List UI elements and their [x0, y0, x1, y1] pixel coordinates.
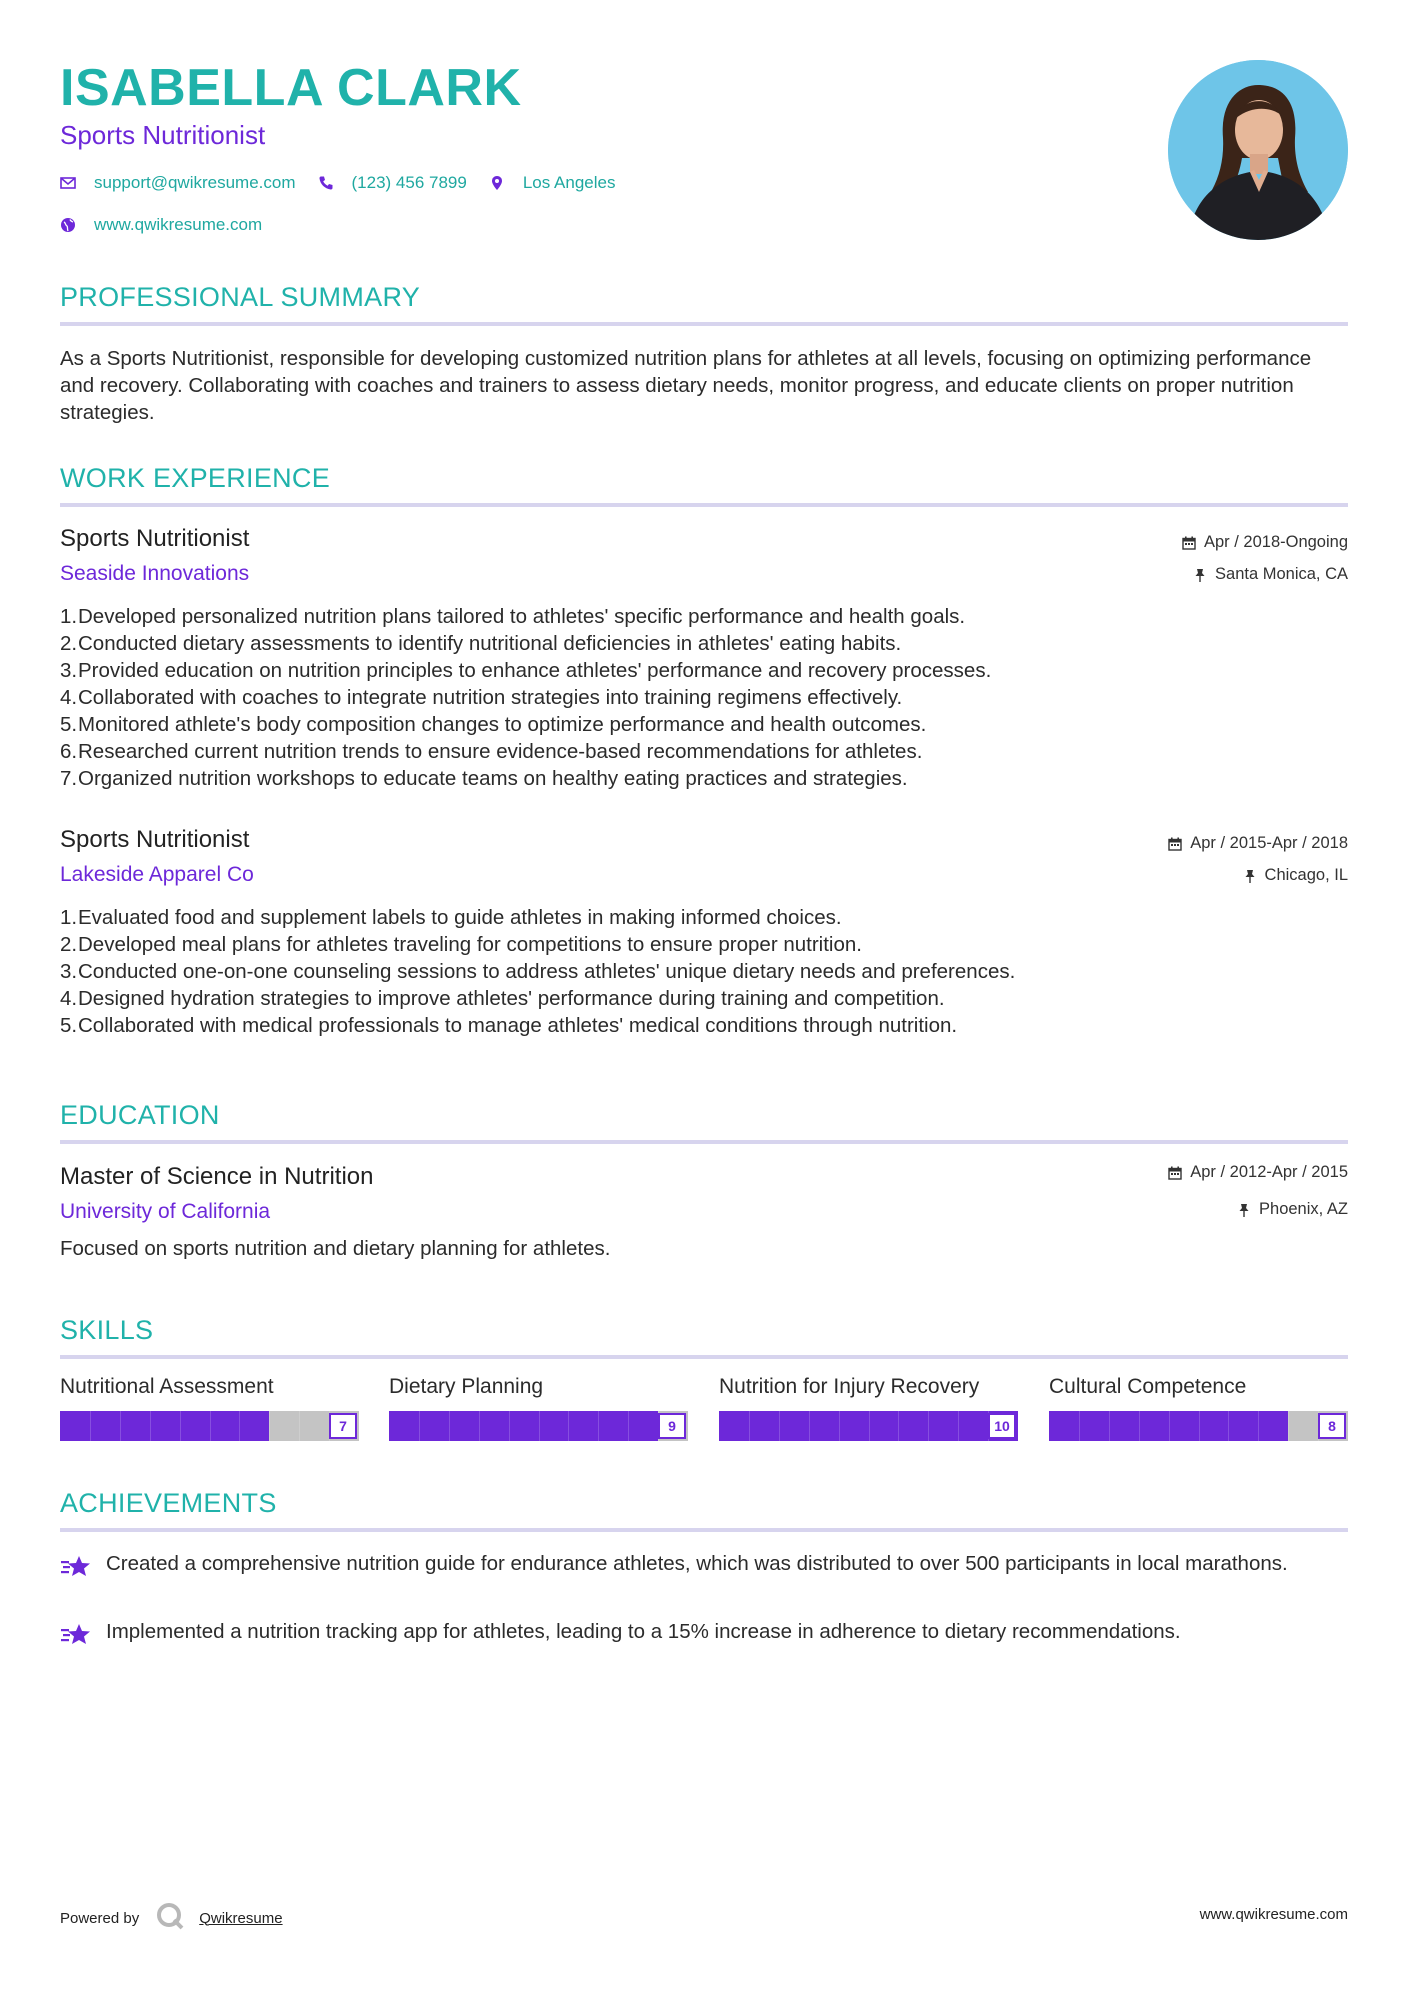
job-company: Lakeside Apparel Co	[60, 863, 254, 886]
list-item: 2. Developed meal plans for athletes traveling for competitions to ensure proper nutrition.	[60, 933, 862, 956]
job-dates-text: Apr / 2018-Ongoing	[1203, 533, 1348, 551]
job-title: Sports Nutritionist	[60, 525, 250, 552]
contact-website[interactable]	[60, 215, 262, 235]
skill-name: Nutrition for Injury Recovery	[719, 1375, 980, 1398]
skill-meter-segment	[779, 1411, 780, 1441]
education-heading: EDUCATION	[60, 1100, 220, 1130]
star-award-icon	[60, 1618, 106, 1655]
skill-meter-segment	[1199, 1411, 1200, 1441]
skill-meter-fill	[60, 1411, 269, 1441]
education-dates	[1168, 1163, 1348, 1182]
education-description: Focused on sports nutrition and dietary planning for athletes.	[60, 1237, 611, 1260]
contact-location	[489, 173, 616, 193]
experience-heading: WORK EXPERIENCE	[60, 463, 331, 493]
skill-meter-segment	[809, 1411, 810, 1441]
skill-meter-segment	[150, 1411, 151, 1441]
skill-meter-segment	[749, 1411, 750, 1441]
skill-meter-segment	[449, 1411, 450, 1441]
skill-meter	[60, 1411, 359, 1441]
skill-meter-segment	[120, 1411, 121, 1441]
skill-meter-segment	[928, 1411, 929, 1441]
skill-item	[1049, 1375, 1348, 1441]
pushpin-icon	[1243, 869, 1257, 883]
skill-name: Nutritional Assessment	[60, 1375, 274, 1398]
list-item: 4. Collaborated with coaches to integrate nutrition strategies into training regimens effectively.	[60, 686, 903, 709]
list-item: 3. Provided education on nutrition principles to enhance athletes' performance and recovery processes.	[60, 659, 992, 682]
email-text: support@qwikresume.com	[94, 173, 296, 192]
footer-powered-by	[60, 1901, 283, 1935]
skill-meter-segment	[1079, 1411, 1080, 1441]
skill-level-badge: 8	[1318, 1413, 1346, 1439]
summary-heading: PROFESSIONAL SUMMARY	[60, 282, 421, 312]
skill-meter-segment	[269, 1411, 270, 1441]
footer-website[interactable]: www.qwikresume.com	[1199, 1906, 1348, 1923]
achievements-heading: ACHIEVEMENTS	[60, 1488, 277, 1518]
education-location-text: Phoenix, AZ	[1259, 1200, 1348, 1218]
school-name: University of California	[60, 1200, 271, 1223]
education-dates-text: Apr / 2012-Apr / 2015	[1190, 1163, 1348, 1181]
summary-text: As a Sports Nutritionist, responsible for developing customized nutrition plans for athletes at all levels, focusing on optimizing performance and recovery. Collaborating with coaches and trainers to assess dietary needs, monitor progress, and educate clients on proper nutrition strategies.	[60, 347, 1312, 424]
skills-heading: SKILLS	[60, 1315, 154, 1345]
job-dates	[1168, 834, 1348, 853]
job-dates-text: Apr / 2015-Apr / 2018	[1190, 834, 1348, 852]
pushpin-icon	[1193, 568, 1207, 582]
job-bullets	[60, 904, 1350, 1039]
list-item: 1. Evaluated food and supplement labels to guide athletes in making informed choices.	[60, 906, 842, 929]
achievement-item	[60, 1618, 1350, 1655]
section-divider	[60, 1140, 1348, 1144]
profile-photo	[1168, 60, 1348, 240]
job-title: Sports Nutritionist	[60, 826, 250, 853]
list-item: 6. Researched current nutrition trends to ensure evidence-based recommendations for athletes.	[60, 740, 923, 763]
phone-text: (123) 456 7899	[351, 173, 467, 192]
section-divider	[60, 1528, 1348, 1532]
calendar-icon	[1182, 536, 1196, 550]
list-item: 1. Developed personalized nutrition plans tailored to athletes' specific performance and health goals.	[60, 605, 966, 628]
section-divider	[60, 322, 1348, 326]
job-location-text: Santa Monica, CA	[1215, 565, 1348, 583]
skill-meter-segment	[509, 1411, 510, 1441]
skill-meter-segment	[1228, 1411, 1229, 1441]
skill-meter-segment	[1139, 1411, 1140, 1441]
skill-meter-segment	[1169, 1411, 1170, 1441]
skill-meter	[1049, 1411, 1348, 1441]
skill-meter-segment	[419, 1411, 420, 1441]
achievement-text: Created a comprehensive nutrition guide for endurance athletes, which was distributed to over 500 participants in local marathons.	[106, 1552, 1288, 1575]
skill-meter-segment	[568, 1411, 569, 1441]
job-bullets	[60, 603, 1350, 792]
degree-title: Master of Science in Nutrition	[60, 1163, 374, 1190]
skill-meter-segment	[598, 1411, 599, 1441]
star-award-icon	[60, 1550, 106, 1587]
skill-meter-segment	[1109, 1411, 1110, 1441]
skill-meter-segment	[1258, 1411, 1259, 1441]
skill-meter-segment	[210, 1411, 211, 1441]
skill-meter-segment	[1288, 1411, 1289, 1441]
skill-meter	[389, 1411, 688, 1441]
achievement-item	[60, 1550, 1350, 1587]
job-company: Seaside Innovations	[60, 562, 250, 585]
contact-row-website	[60, 215, 284, 235]
globe-icon	[60, 217, 76, 233]
list-item: 2. Conducted dietary assessments to identify nutritional deficiencies in athletes' eating habits.	[60, 632, 902, 655]
section-divider	[60, 1355, 1348, 1359]
skill-name: Cultural Competence	[1049, 1375, 1247, 1398]
skill-meter-segment	[90, 1411, 91, 1441]
envelope-icon	[60, 175, 76, 191]
job-location-text: Chicago, IL	[1264, 866, 1348, 884]
powered-by-text: Powered by	[60, 1909, 140, 1927]
skill-meter-fill	[389, 1411, 658, 1441]
skill-meter-segment	[539, 1411, 540, 1441]
skill-item	[389, 1375, 688, 1441]
skill-item	[719, 1375, 1018, 1441]
list-item: 4. Designed hydration strategies to improve athletes' performance during training and competition.	[60, 987, 945, 1010]
location-text: Los Angeles	[522, 173, 616, 192]
job-location	[1243, 866, 1348, 885]
list-item: 7. Organized nutrition workshops to educate teams on healthy eating practices and strategies.	[60, 767, 908, 790]
achievement-text: Implemented a nutrition tracking app for athletes, leading to a 15% increase in adherence to dietary recommendations.	[106, 1620, 1181, 1643]
website-text: www.qwikresume.com	[94, 215, 263, 234]
skill-meter-segment	[299, 1411, 300, 1441]
job-dates	[1182, 533, 1348, 552]
list-item: 3. Conducted one-on-one counseling sessions to address athletes' unique dietary needs and preferences.	[60, 960, 1016, 983]
skill-item	[60, 1375, 359, 1441]
skill-level-badge: 7	[329, 1413, 357, 1439]
skill-meter-segment	[898, 1411, 899, 1441]
skill-meter-segment	[958, 1411, 959, 1441]
map-pin-icon	[489, 175, 505, 191]
pushpin-icon	[1237, 1203, 1251, 1217]
brand-link[interactable]: Qwikresume	[199, 1909, 283, 1927]
candidate-name: ISABELLA CLARK	[60, 59, 522, 117]
skill-meter-segment	[479, 1411, 480, 1441]
contact-row	[60, 173, 637, 193]
person-portrait-icon	[1168, 60, 1348, 240]
list-item: 5. Monitored athlete's body composition changes to optimize performance and health outcomes.	[60, 713, 927, 736]
job-location	[1193, 565, 1348, 584]
skill-name: Dietary Planning	[389, 1375, 544, 1398]
contact-email[interactable]	[60, 173, 296, 193]
skill-meter-segment	[628, 1411, 629, 1441]
candidate-title: Sports Nutritionist	[60, 120, 266, 150]
skill-meter-segment	[239, 1411, 240, 1441]
education-location	[1237, 1200, 1348, 1219]
section-divider	[60, 503, 1348, 507]
skill-meter	[719, 1411, 1018, 1441]
list-item: 5. Collaborated with medical professionals to manage athletes' medical conditions through nutrition.	[60, 1014, 958, 1037]
skill-meter-segment	[839, 1411, 840, 1441]
skill-level-badge: 9	[658, 1413, 686, 1439]
skill-level-badge: 10	[988, 1413, 1016, 1439]
qwikresume-logo-icon	[155, 1901, 185, 1935]
calendar-icon	[1168, 837, 1182, 851]
calendar-icon	[1168, 1166, 1182, 1180]
phone-icon	[318, 175, 334, 191]
skill-meter-segment	[180, 1411, 181, 1441]
skill-meter-segment	[869, 1411, 870, 1441]
contact-phone[interactable]	[318, 173, 467, 193]
